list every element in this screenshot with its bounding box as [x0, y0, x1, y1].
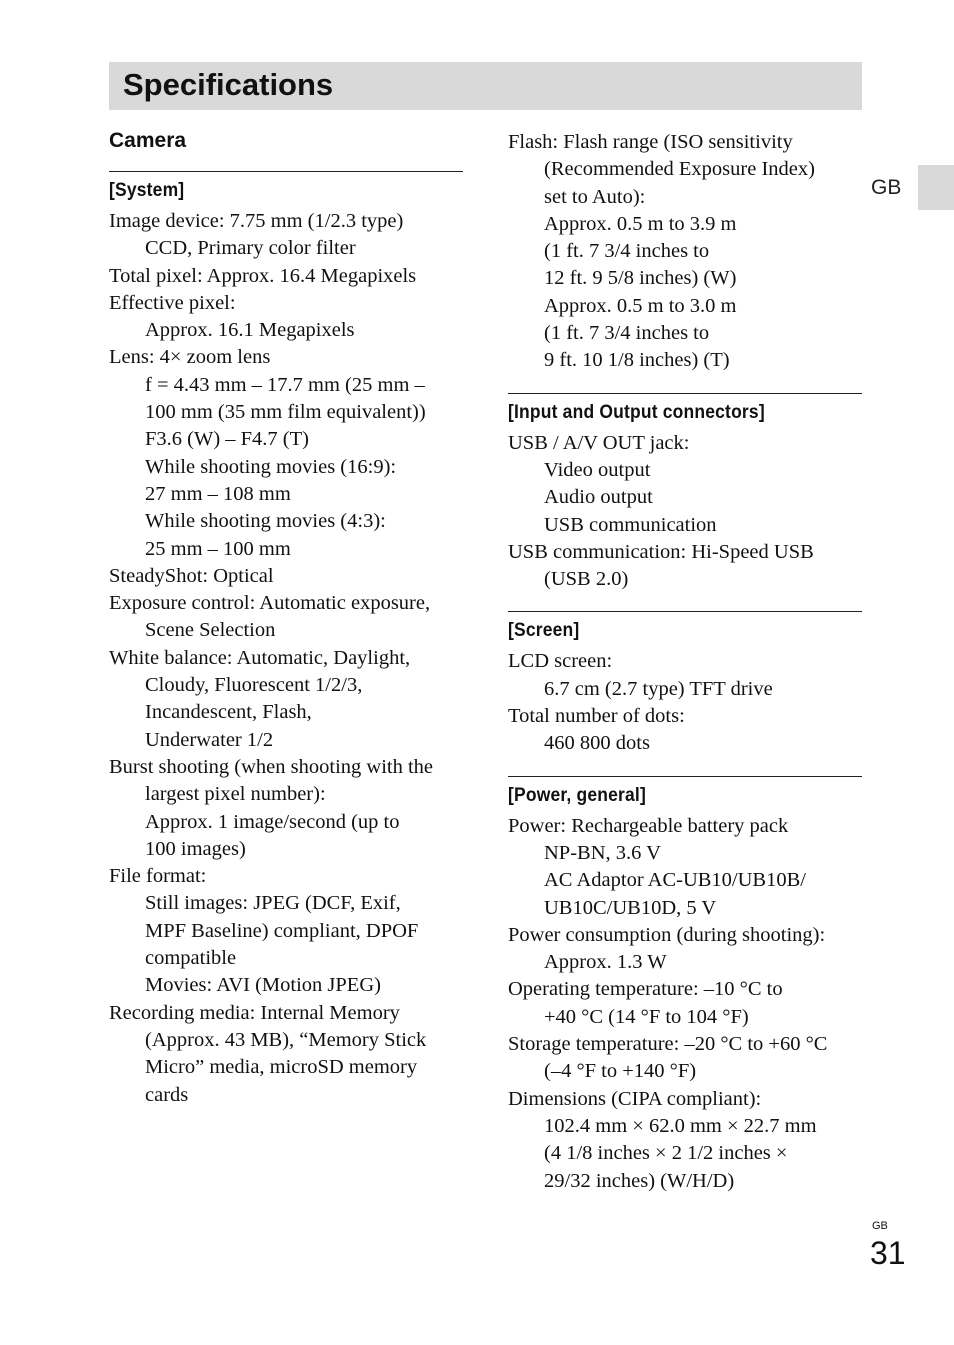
right-sections	[508, 375, 862, 1195]
section-body	[508, 430, 862, 594]
page-language-code: GB	[872, 1220, 888, 1232]
spec-line: (1 ft. 7 3/4 inches to	[544, 322, 710, 345]
spec-section	[508, 393, 862, 594]
spec-line: Operating temperature: –10 °C to	[508, 978, 783, 1001]
spec-line: (USB 2.0)	[544, 568, 629, 591]
spec-line: 27 mm – 108 mm	[145, 482, 291, 505]
section-spacer	[508, 375, 862, 393]
spec-line: Power consumption (during shooting):	[508, 923, 826, 946]
section-body	[508, 813, 862, 1195]
spec-line: cards	[145, 1083, 189, 1106]
spec-line: Burst shooting (when shooting with the	[109, 755, 434, 778]
spec-line: Approx. 16.1 Megapixels	[145, 319, 355, 342]
spec-line: Approx. 1 image/second (up to	[145, 810, 400, 833]
spec-line: USB / A/V OUT jack:	[508, 431, 690, 454]
language-tab-label: GB	[871, 176, 902, 199]
section-heading: [Input and Output connectors]	[508, 401, 765, 423]
spec-line: UB10C/UB10D, 5 V	[544, 896, 717, 919]
page-title: Specifications	[123, 67, 334, 102]
spec-line: 100 images)	[145, 837, 246, 860]
spec-section	[508, 776, 862, 1195]
spec-line: File format:	[109, 865, 207, 888]
spec-line: (4 1/8 inches × 2 1/2 inches ×	[544, 1142, 788, 1165]
language-tab	[918, 165, 954, 210]
spec-line: 100 mm (35 mm film equivalent))	[145, 401, 426, 424]
spec-section	[508, 611, 862, 757]
spec-line: Approx. 0.5 m to 3.0 m	[544, 294, 737, 317]
spec-line: Exposure control: Automatic exposure,	[109, 592, 431, 615]
spec-line: Total pixel: Approx. 16.4 Megapixels	[109, 264, 417, 287]
spec-line: Cloudy, Fluorescent 1/2/3,	[145, 674, 363, 697]
spec-line: Audio output	[544, 486, 653, 509]
spec-line: 29/32 inches) (W/H/D)	[544, 1169, 735, 1192]
spec-line: 6.7 cm (2.7 type) TFT drive	[544, 677, 773, 700]
spec-line: Video output	[544, 458, 651, 481]
spec-line: 12 ft. 9 5/8 inches) (W)	[544, 267, 737, 290]
spec-line: Power: Rechargeable battery pack	[508, 814, 789, 837]
spec-line: Total number of dots:	[508, 705, 685, 728]
spec-line: MPF Baseline) compliant, DPOF	[145, 919, 419, 942]
spec-line: Movies: AVI (Motion JPEG)	[145, 974, 381, 997]
spec-line: 9 ft. 10 1/8 inches) (T)	[544, 349, 730, 372]
spec-line: LCD screen:	[508, 650, 613, 673]
spec-section	[109, 171, 463, 1109]
spec-line: F3.6 (W) – F4.7 (T)	[145, 428, 309, 451]
section-heading: [Screen]	[508, 620, 580, 642]
section-heading: [Power, general]	[508, 784, 646, 806]
spec-line: Underwater 1/2	[145, 728, 274, 751]
spec-line: 25 mm – 100 mm	[145, 537, 291, 560]
spec-line: set to Auto):	[544, 185, 646, 208]
flash-spec-block	[508, 129, 862, 375]
right-column	[508, 129, 862, 1195]
spec-line: +40 °C (14 °F to 104 °F)	[544, 1005, 749, 1028]
spec-line: 102.4 mm × 62.0 mm × 22.7 mm	[544, 1114, 817, 1137]
spec-line: Storage temperature: –20 °C to +60 °C	[508, 1033, 828, 1056]
section-spacer	[508, 593, 862, 611]
spec-line: White balance: Automatic, Daylight,	[109, 646, 411, 669]
spec-line: Flash: Flash range (ISO sensitivity	[508, 131, 793, 153]
spec-line: Approx. 1.3 W	[544, 951, 667, 974]
section-body	[508, 648, 862, 757]
spec-line: Lens: 4× zoom lens	[109, 346, 271, 369]
spec-line: Image device: 7.75 mm (1/2.3 type)	[109, 210, 404, 232]
spec-line: 460 800 dots	[544, 732, 650, 755]
spec-line: SteadyShot: Optical	[109, 564, 274, 587]
spec-line: CCD, Primary color filter	[145, 237, 356, 260]
spec-line: Incandescent, Flash,	[145, 701, 312, 724]
spec-line: Dimensions (CIPA compliant):	[508, 1087, 762, 1110]
page-number: 31	[870, 1235, 906, 1271]
spec-line: largest pixel number):	[145, 783, 326, 806]
camera-heading: Camera	[109, 129, 187, 152]
spec-line: Recording media: Internal Memory	[109, 1001, 400, 1024]
left-column	[109, 128, 463, 1109]
spec-line: compatible	[145, 947, 237, 970]
spec-line: Effective pixel:	[109, 291, 236, 314]
spec-line: Approx. 0.5 m to 3.9 m	[544, 212, 737, 235]
section-spacer	[508, 758, 862, 776]
spec-line: (Approx. 43 MB), “Memory Stick	[145, 1028, 427, 1051]
spec-line: USB communication	[544, 513, 717, 536]
spec-line: f = 4.43 mm – 17.7 mm (25 mm –	[145, 373, 425, 396]
spec-line: (1 ft. 7 3/4 inches to	[544, 240, 710, 263]
spec-line: Micro” media, microSD memory	[145, 1056, 418, 1079]
spec-line: Still images: JPEG (DCF, Exif,	[145, 892, 401, 915]
spec-line: While shooting movies (4:3):	[145, 510, 386, 533]
section-heading: [System]	[109, 180, 185, 201]
spec-line: While shooting movies (16:9):	[145, 455, 397, 478]
spec-line: USB communication: Hi-Speed USB	[508, 540, 814, 563]
spec-line: (Recommended Exposure Index)	[544, 158, 815, 181]
section-body	[109, 208, 463, 1109]
spec-line: NP-BN, 3.6 V	[544, 841, 661, 864]
title-bar	[109, 62, 862, 110]
spec-line: AC Adaptor AC-UB10/UB10B/	[544, 869, 806, 892]
spec-line: (–4 °F to +140 °F)	[544, 1060, 697, 1083]
left-sections	[109, 171, 463, 1109]
spec-line: Scene Selection	[145, 619, 276, 642]
